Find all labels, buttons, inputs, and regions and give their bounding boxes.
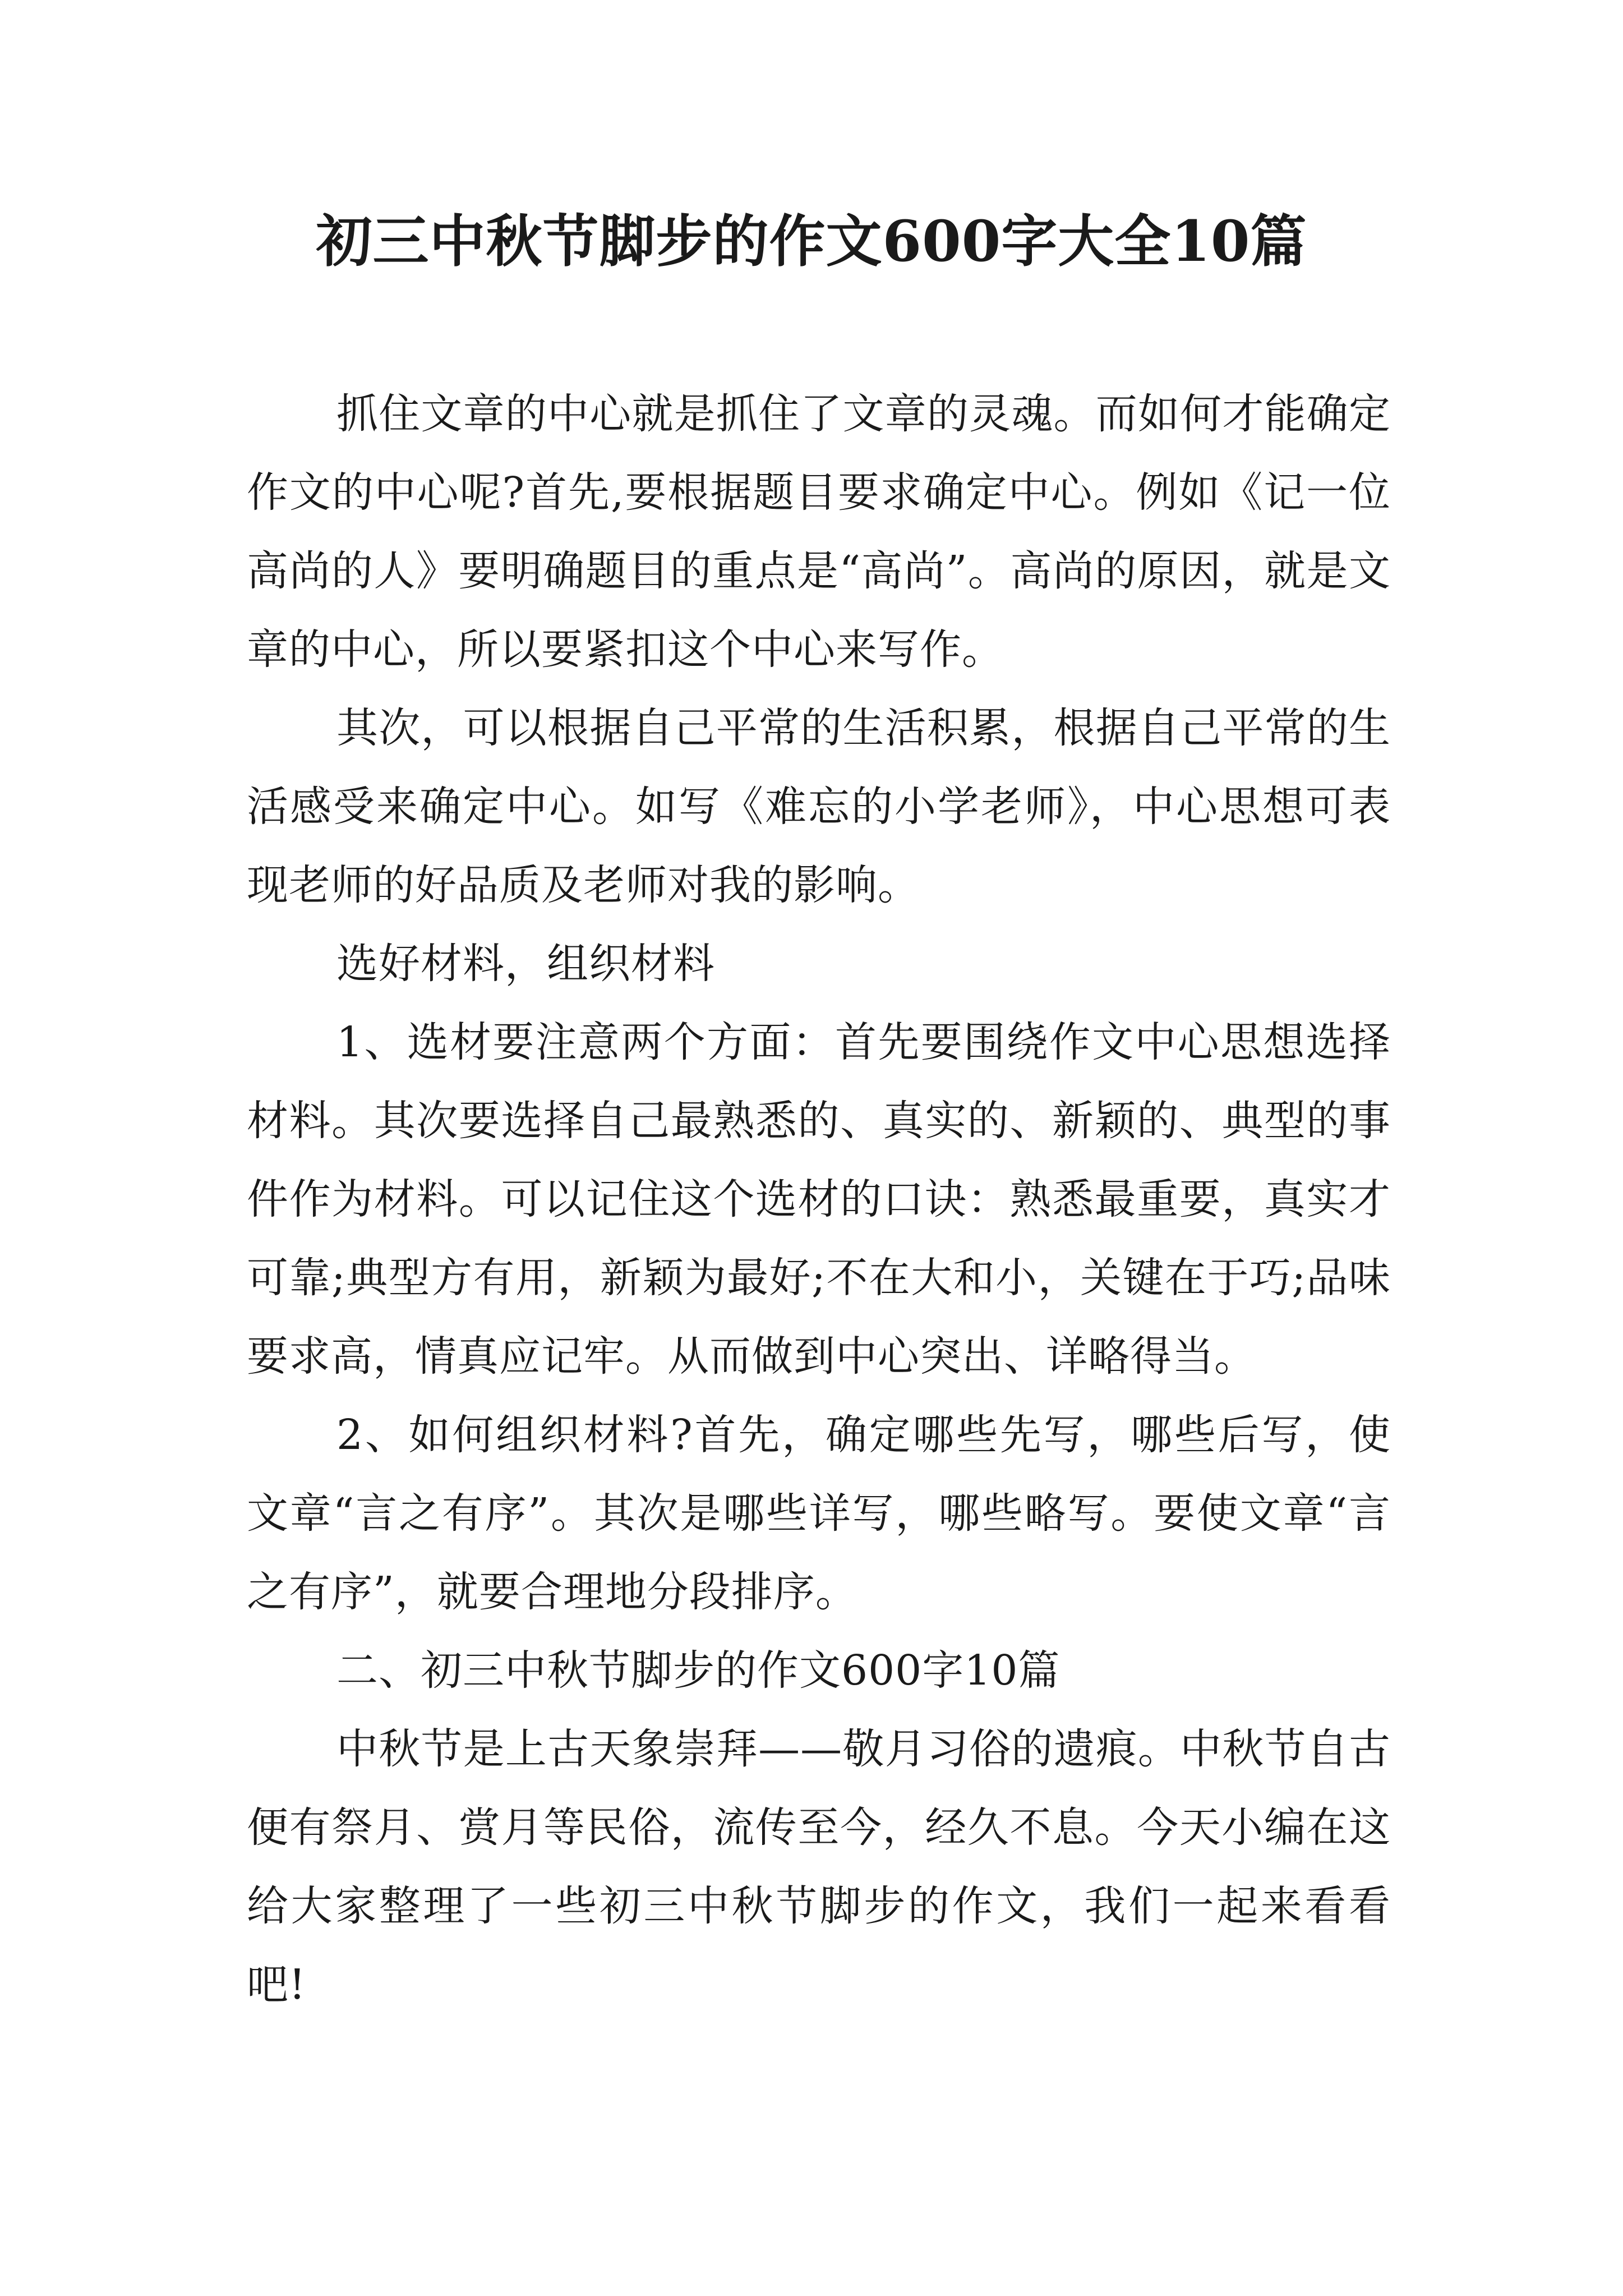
section-heading: 二、初三中秋节脚步的作文600字10篇: [336, 1646, 1061, 1695]
document-title: 初三中秋节脚步的作文600字大全10篇: [316, 208, 1307, 274]
paragraph-6: 中秋节是上古天象崇拜——敬月习俗的遗痕。中秋节自古便有祭月、赏月等民俗，流传至今，经久不息。今天小编在这给大家整理了一些初三中秋节脚步的作文，我们一起来看看吧!: [247, 1725, 1391, 2009]
paragraph-4: 1、选材要注意两个方面：首先要围绕作文中心思想选择材料。其次要选择自己最熟悉的、真实的、新颖的、典型的事件作为材料。可以记住这个选材的口诀：熟悉最重要，真实才可靠;典型方有用，新颖为最好;不在大和小，关键在于巧;品味要求高，情真应记牢。从而做到中心突出、详略得当。: [247, 1018, 1391, 1381]
paragraph-5: 2、如何组织材料?首先，确定哪些先写，哪些后写，使文章“言之有序”。其次是哪些详写，哪些略写。要使文章“言之有序”，就要合理地分段排序。: [247, 1411, 1391, 1616]
paragraph-1: 抓住文章的中心就是抓住了文章的灵魂。而如何才能确定作文的中心呢?首先,要根据题目要求确定中心。例如《记一位高尚的人》要明确题目的重点是“高尚”。高尚的原因，就是文章的中心，所以要紧扣这个中心来写作。: [247, 390, 1391, 674]
document-body: [247, 375, 1391, 2024]
paragraph-2: 其次，可以根据自己平常的生活积累，根据自己平常的生活感受来确定中心。如写《难忘的小学老师》，中心思想可表现老师的好品质及老师对我的影响。: [247, 704, 1391, 909]
paragraph-3: 选好材料，组织材料: [336, 940, 715, 988]
